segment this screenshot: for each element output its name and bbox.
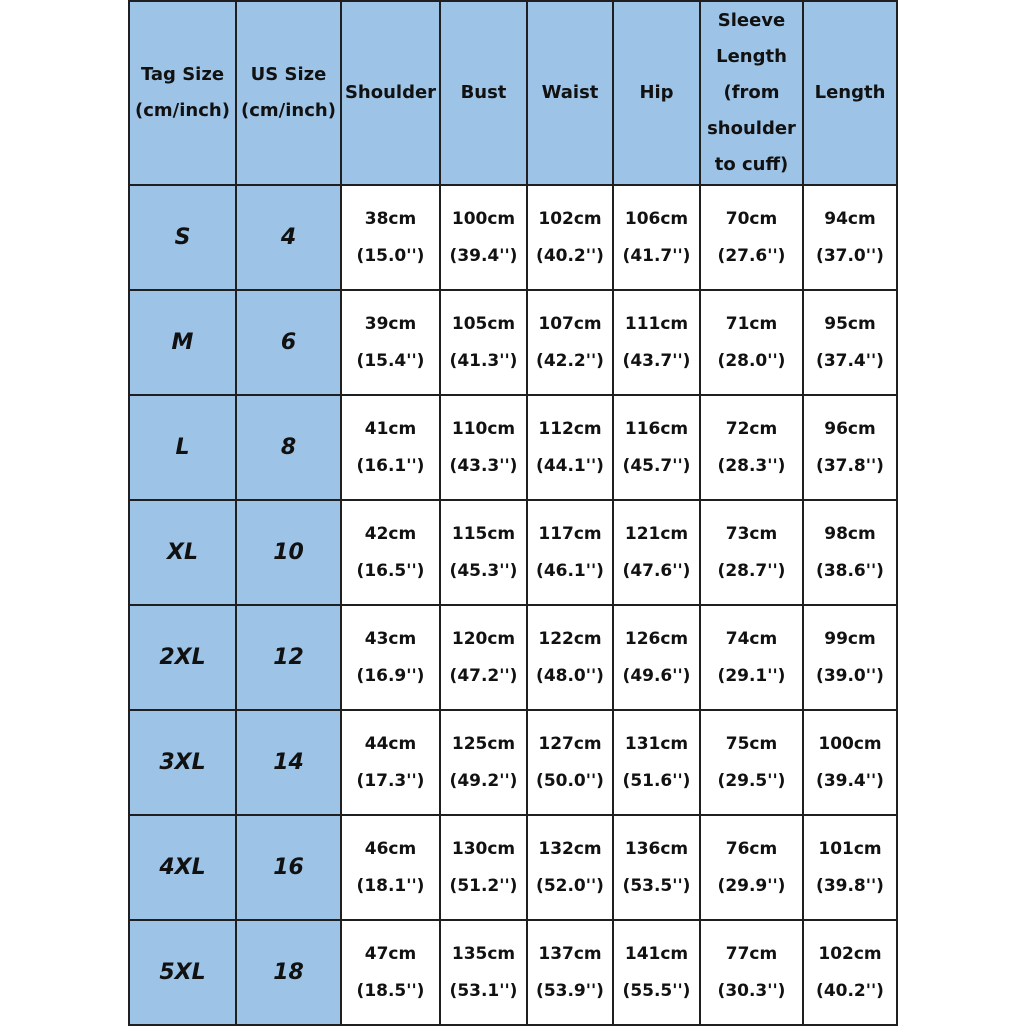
value-cm: 102cm	[818, 943, 882, 964]
header-sleeve-length-line: (from	[723, 82, 780, 103]
value-cm: 135cm	[451, 943, 516, 964]
sleeve-length-cell	[700, 395, 803, 500]
header-sleeve-length	[700, 1, 803, 185]
bust-cell	[440, 605, 527, 710]
value-cm: 125cm	[451, 733, 516, 754]
value-inch: (16.5'')	[356, 560, 425, 581]
us-size-cell: 14	[236, 710, 341, 815]
header-waist	[527, 1, 613, 185]
shoulder-cell	[341, 815, 440, 920]
shoulder-cell	[341, 605, 440, 710]
value-inch: (37.0'')	[816, 245, 884, 266]
table-row	[129, 395, 897, 500]
value-inch: (39.4'')	[449, 245, 518, 266]
tag-size-cell: 5XL	[129, 920, 236, 1025]
value-cm: 77cm	[725, 943, 778, 964]
sleeve-length-cell	[700, 290, 803, 395]
waist-cell	[527, 500, 613, 605]
value-cm: 72cm	[725, 418, 778, 439]
us-size-cell: 6	[236, 290, 341, 395]
header-us-size	[236, 1, 341, 185]
value-cm: 110cm	[451, 418, 516, 439]
value-cm: 39cm	[364, 313, 417, 334]
value-inch: (42.2'')	[536, 350, 604, 371]
value-cm: 74cm	[725, 628, 778, 649]
value-inch: (51.6'')	[622, 770, 691, 791]
bust-cell	[440, 185, 527, 290]
value-cm: 112cm	[538, 418, 602, 439]
tag-size-cell: XL	[129, 500, 236, 605]
header-hip-line: Hip	[639, 82, 674, 103]
length-cell	[803, 605, 897, 710]
value-cm: 101cm	[818, 838, 882, 859]
value-inch: (16.9'')	[356, 665, 425, 686]
shoulder-cell	[341, 500, 440, 605]
value-inch: (47.2'')	[449, 665, 518, 686]
value-cm: 75cm	[725, 733, 778, 754]
value-inch: (39.0'')	[816, 665, 884, 686]
tag-size-cell: 4XL	[129, 815, 236, 920]
value-cm: 130cm	[451, 838, 516, 859]
value-inch: (40.2'')	[536, 245, 604, 266]
value-inch: (46.1'')	[536, 560, 604, 581]
value-inch: (38.6'')	[816, 560, 884, 581]
value-inch: (28.7'')	[717, 560, 786, 581]
us-size-cell: 18	[236, 920, 341, 1025]
value-cm: 131cm	[624, 733, 689, 754]
value-inch: (39.8'')	[816, 875, 884, 896]
size-chart-table	[128, 0, 898, 1026]
value-inch: (52.0'')	[536, 875, 604, 896]
value-inch: (48.0'')	[536, 665, 604, 686]
value-inch: (41.3'')	[449, 350, 518, 371]
bust-cell	[440, 815, 527, 920]
value-cm: 115cm	[451, 523, 516, 544]
sleeve-length-cell	[700, 185, 803, 290]
us-size-cell: 16	[236, 815, 341, 920]
value-inch: (45.3'')	[449, 560, 518, 581]
value-cm: 102cm	[538, 208, 602, 229]
value-inch: (41.7'')	[622, 245, 691, 266]
value-inch: (29.1'')	[717, 665, 786, 686]
hip-cell	[613, 395, 700, 500]
bust-cell	[440, 395, 527, 500]
hip-cell	[613, 500, 700, 605]
value-cm: 100cm	[818, 733, 882, 754]
value-cm: 127cm	[538, 733, 602, 754]
hip-cell	[613, 605, 700, 710]
header-shoulder	[341, 1, 440, 185]
value-cm: 38cm	[364, 208, 417, 229]
header-sleeve-length-line: shoulder	[707, 118, 796, 139]
value-cm: 98cm	[824, 523, 876, 544]
value-cm: 73cm	[725, 523, 778, 544]
shoulder-cell	[341, 710, 440, 815]
value-inch: (44.1'')	[536, 455, 604, 476]
value-inch: (16.1'')	[356, 455, 425, 476]
bust-cell	[440, 920, 527, 1025]
table-row	[129, 290, 897, 395]
value-cm: 96cm	[824, 418, 876, 439]
table-row	[129, 605, 897, 710]
waist-cell	[527, 815, 613, 920]
header-shoulder-line: Shoulder	[344, 82, 437, 103]
value-inch: (17.3'')	[356, 770, 425, 791]
length-cell	[803, 395, 897, 500]
value-cm: 95cm	[824, 313, 876, 334]
value-inch: (49.6'')	[622, 665, 691, 686]
header-tag-size-line: (cm/inch)	[135, 100, 230, 121]
value-inch: (55.5'')	[622, 980, 691, 1001]
value-cm: 71cm	[725, 313, 778, 334]
waist-cell	[527, 605, 613, 710]
value-inch: (45.7'')	[622, 455, 691, 476]
waist-cell	[527, 710, 613, 815]
value-inch: (40.2'')	[816, 980, 884, 1001]
value-cm: 43cm	[364, 628, 417, 649]
header-row	[129, 1, 897, 185]
table-row	[129, 185, 897, 290]
value-inch: (51.2'')	[449, 875, 518, 896]
shoulder-cell	[341, 920, 440, 1025]
value-inch: (29.9'')	[717, 875, 786, 896]
bust-cell	[440, 500, 527, 605]
value-inch: (53.5'')	[622, 875, 691, 896]
value-cm: 121cm	[624, 523, 689, 544]
value-inch: (28.0'')	[717, 350, 786, 371]
value-inch: (18.5'')	[356, 980, 425, 1001]
header-bust-line: Bust	[460, 82, 507, 103]
table-row	[129, 920, 897, 1025]
us-size-cell: 12	[236, 605, 341, 710]
value-inch: (28.3'')	[717, 455, 786, 476]
value-cm: 120cm	[451, 628, 516, 649]
value-cm: 106cm	[624, 208, 689, 229]
value-cm: 105cm	[451, 313, 516, 334]
length-cell	[803, 500, 897, 605]
table-row	[129, 815, 897, 920]
sleeve-length-cell	[700, 815, 803, 920]
shoulder-cell	[341, 290, 440, 395]
value-inch: (37.4'')	[816, 350, 884, 371]
value-cm: 41cm	[364, 418, 417, 439]
value-cm: 137cm	[538, 943, 602, 964]
length-cell	[803, 710, 897, 815]
header-length-line: Length	[814, 82, 886, 103]
tag-size-cell: M	[129, 290, 236, 395]
waist-cell	[527, 920, 613, 1025]
value-inch: (29.5'')	[717, 770, 786, 791]
length-cell	[803, 920, 897, 1025]
header-sleeve-length-line: Sleeve	[717, 10, 786, 31]
value-cm: 136cm	[624, 838, 689, 859]
value-cm: 111cm	[624, 313, 689, 334]
length-cell	[803, 815, 897, 920]
value-cm: 122cm	[538, 628, 602, 649]
sleeve-length-cell	[700, 920, 803, 1025]
header-bust	[440, 1, 527, 185]
value-cm: 94cm	[824, 208, 876, 229]
header-tag-size	[129, 1, 236, 185]
value-inch: (15.0'')	[356, 245, 425, 266]
shoulder-cell	[341, 185, 440, 290]
shoulder-cell	[341, 395, 440, 500]
header-hip	[613, 1, 700, 185]
value-inch: (30.3'')	[717, 980, 786, 1001]
tag-size-cell: L	[129, 395, 236, 500]
tag-size-cell: 3XL	[129, 710, 236, 815]
waist-cell	[527, 290, 613, 395]
value-inch: (37.8'')	[816, 455, 884, 476]
table-row	[129, 710, 897, 815]
value-cm: 76cm	[725, 838, 778, 859]
table-row	[129, 500, 897, 605]
hip-cell	[613, 815, 700, 920]
bust-cell	[440, 710, 527, 815]
us-size-cell: 8	[236, 395, 341, 500]
value-cm: 70cm	[725, 208, 778, 229]
value-inch: (43.3'')	[449, 455, 518, 476]
header-waist-line: Waist	[541, 82, 599, 103]
value-cm: 116cm	[624, 418, 689, 439]
value-inch: (49.2'')	[449, 770, 518, 791]
value-inch: (15.4'')	[356, 350, 425, 371]
hip-cell	[613, 185, 700, 290]
bust-cell	[440, 290, 527, 395]
header-sleeve-length-line: to cuff)	[714, 154, 789, 175]
tag-size-cell: S	[129, 185, 236, 290]
sleeve-length-cell	[700, 500, 803, 605]
sleeve-length-cell	[700, 710, 803, 815]
header-us-size-line: (cm/inch)	[241, 100, 336, 121]
length-cell	[803, 290, 897, 395]
value-cm: 46cm	[364, 838, 417, 859]
header-length	[803, 1, 897, 185]
value-cm: 132cm	[538, 838, 602, 859]
header-us-size-line: US Size	[250, 64, 327, 85]
value-cm: 107cm	[538, 313, 602, 334]
us-size-cell: 4	[236, 185, 341, 290]
value-inch: (53.9'')	[536, 980, 604, 1001]
value-inch: (39.4'')	[816, 770, 884, 791]
value-cm: 47cm	[364, 943, 417, 964]
value-cm: 99cm	[824, 628, 876, 649]
waist-cell	[527, 395, 613, 500]
value-inch: (27.6'')	[717, 245, 786, 266]
value-inch: (47.6'')	[622, 560, 691, 581]
header-sleeve-length-line: Length	[716, 46, 787, 67]
hip-cell	[613, 710, 700, 815]
sleeve-length-cell	[700, 605, 803, 710]
value-cm: 141cm	[624, 943, 689, 964]
length-cell	[803, 185, 897, 290]
value-cm: 42cm	[364, 523, 417, 544]
value-cm: 44cm	[364, 733, 417, 754]
waist-cell	[527, 185, 613, 290]
value-inch: (43.7'')	[622, 350, 691, 371]
tag-size-cell: 2XL	[129, 605, 236, 710]
header-tag-size-line: Tag Size	[140, 64, 225, 85]
value-inch: (50.0'')	[536, 770, 604, 791]
value-inch: (53.1'')	[449, 980, 518, 1001]
value-cm: 100cm	[451, 208, 516, 229]
value-cm: 117cm	[538, 523, 602, 544]
us-size-cell: 10	[236, 500, 341, 605]
value-inch: (18.1'')	[356, 875, 425, 896]
hip-cell	[613, 920, 700, 1025]
hip-cell	[613, 290, 700, 395]
table-body	[129, 1, 897, 1025]
value-cm: 126cm	[624, 628, 689, 649]
